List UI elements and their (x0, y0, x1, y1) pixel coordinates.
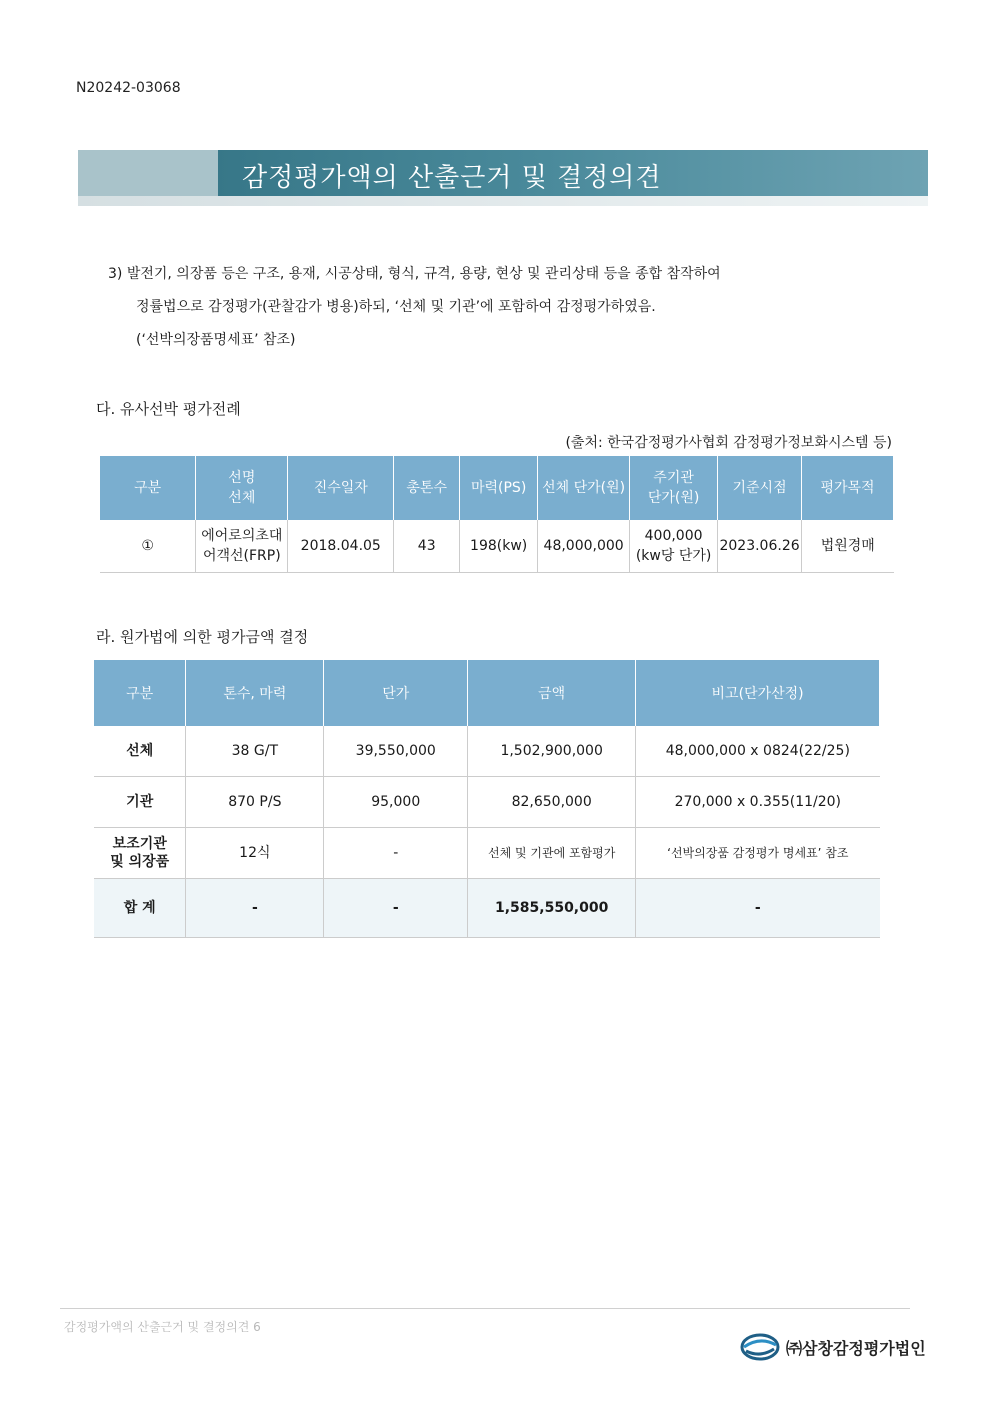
col-header: 기준시점 (718, 456, 802, 520)
table-row (94, 777, 880, 828)
col-header: 진수일자 (288, 456, 394, 520)
cell-total-unit: - (324, 879, 468, 938)
explanation-paragraph (108, 258, 908, 357)
cell-tonnage: 43 (394, 520, 460, 573)
company-logo (740, 1332, 940, 1362)
col-header: 구분 (94, 660, 186, 726)
cell-quantity: 870 P/S (186, 777, 324, 828)
col-header: 평가목적 (802, 456, 894, 520)
cell-launch-date: 2018.04.05 (288, 520, 394, 573)
cost-approach-table (94, 660, 880, 938)
table-row (94, 828, 880, 879)
cell-unit-price: 95,000 (324, 777, 468, 828)
col-header: 주기관 단가(원) (630, 456, 718, 520)
cell-total-label: 합 계 (94, 879, 186, 938)
paragraph-line-2: 정률법으로 감정평가(관찰감가 병용)하되, ‘선체 및 기관’에 포함하여 감정평가하였음. (136, 299, 656, 315)
banner-accent (78, 150, 218, 196)
col-header: 비고(단가산정) (636, 660, 880, 726)
cell-quantity: 38 G/T (186, 726, 324, 777)
banner-shadow (78, 196, 928, 206)
document-id: N20242-03068 (76, 80, 181, 96)
cell-total-amount: 1,585,550,000 (468, 879, 636, 938)
cell-note: ‘선박의장품 감정평가 명세표’ 참조 (636, 828, 880, 879)
cell-note: 270,000 x 0.355(11/20) (636, 777, 880, 828)
col-header: 구분 (100, 456, 196, 520)
footer-divider (60, 1308, 910, 1309)
table-header-row (100, 456, 894, 520)
col-header: 톤수, 마력 (186, 660, 324, 726)
section-c-heading: 다. 유사선박 평가전례 (96, 400, 241, 418)
cell-base-date: 2023.06.26 (718, 520, 802, 573)
cell-unit-price: - (324, 828, 468, 879)
col-header: 단가 (324, 660, 468, 726)
footer-text: 감정평가액의 산출근거 및 결정의견 6 (64, 1320, 261, 1334)
cell-power: 198(kw) (460, 520, 538, 573)
paragraph-line-3: (‘선박의장품명세표’ 참조) (136, 332, 296, 348)
cell-amount: 선체 및 기관에 포함평가 (468, 828, 636, 879)
company-emblem-icon (740, 1332, 780, 1362)
page-title: 감정평가액의 산출근거 및 결정의견 (242, 163, 662, 193)
cell-amount: 82,650,000 (468, 777, 636, 828)
cell-vessel-name: 에어로의초대 어객선(FRP) (196, 520, 288, 573)
col-header: 총톤수 (394, 456, 460, 520)
section-d-heading: 라. 원가법에 의한 평가금액 결정 (96, 628, 309, 646)
total-row (94, 879, 880, 938)
cell-engine-price: 400,000 (kw당 단가) (630, 520, 718, 573)
col-header: 마력(PS) (460, 456, 538, 520)
col-header: 선체 단가(원) (538, 456, 630, 520)
cell-note: 48,000,000 x 0824(22/25) (636, 726, 880, 777)
cell-category: 기관 (94, 777, 186, 828)
cell-quantity: 12식 (186, 828, 324, 879)
company-name: ㈜삼창감정평가법인 (786, 1339, 926, 1358)
cell-category: 선체 (94, 726, 186, 777)
cell-total-note: - (636, 879, 880, 938)
title-banner (78, 150, 928, 208)
cell-unit-price: 39,550,000 (324, 726, 468, 777)
cell-category: 보조기관 및 의장품 (94, 828, 186, 879)
paragraph-line-1: 3) 발전기, 의장품 등은 구조, 용재, 시공상태, 형식, 규격, 용량, 현상 및 관리상태 등을 종합 참작하여 (108, 266, 721, 282)
col-header: 선명 선체 (196, 456, 288, 520)
similar-vessel-table (100, 456, 894, 573)
cell-no: ① (100, 520, 196, 573)
table-header-row (94, 660, 880, 726)
source-note: (출처: 한국감정평가사협회 감정평가정보화시스템 등) (565, 435, 892, 451)
col-header: 금액 (468, 660, 636, 726)
cell-purpose: 법원경매 (802, 520, 894, 573)
cell-amount: 1,502,900,000 (468, 726, 636, 777)
cell-total-qty: - (186, 879, 324, 938)
table-row (100, 520, 894, 573)
table-row (94, 726, 880, 777)
cell-hull-price: 48,000,000 (538, 520, 630, 573)
